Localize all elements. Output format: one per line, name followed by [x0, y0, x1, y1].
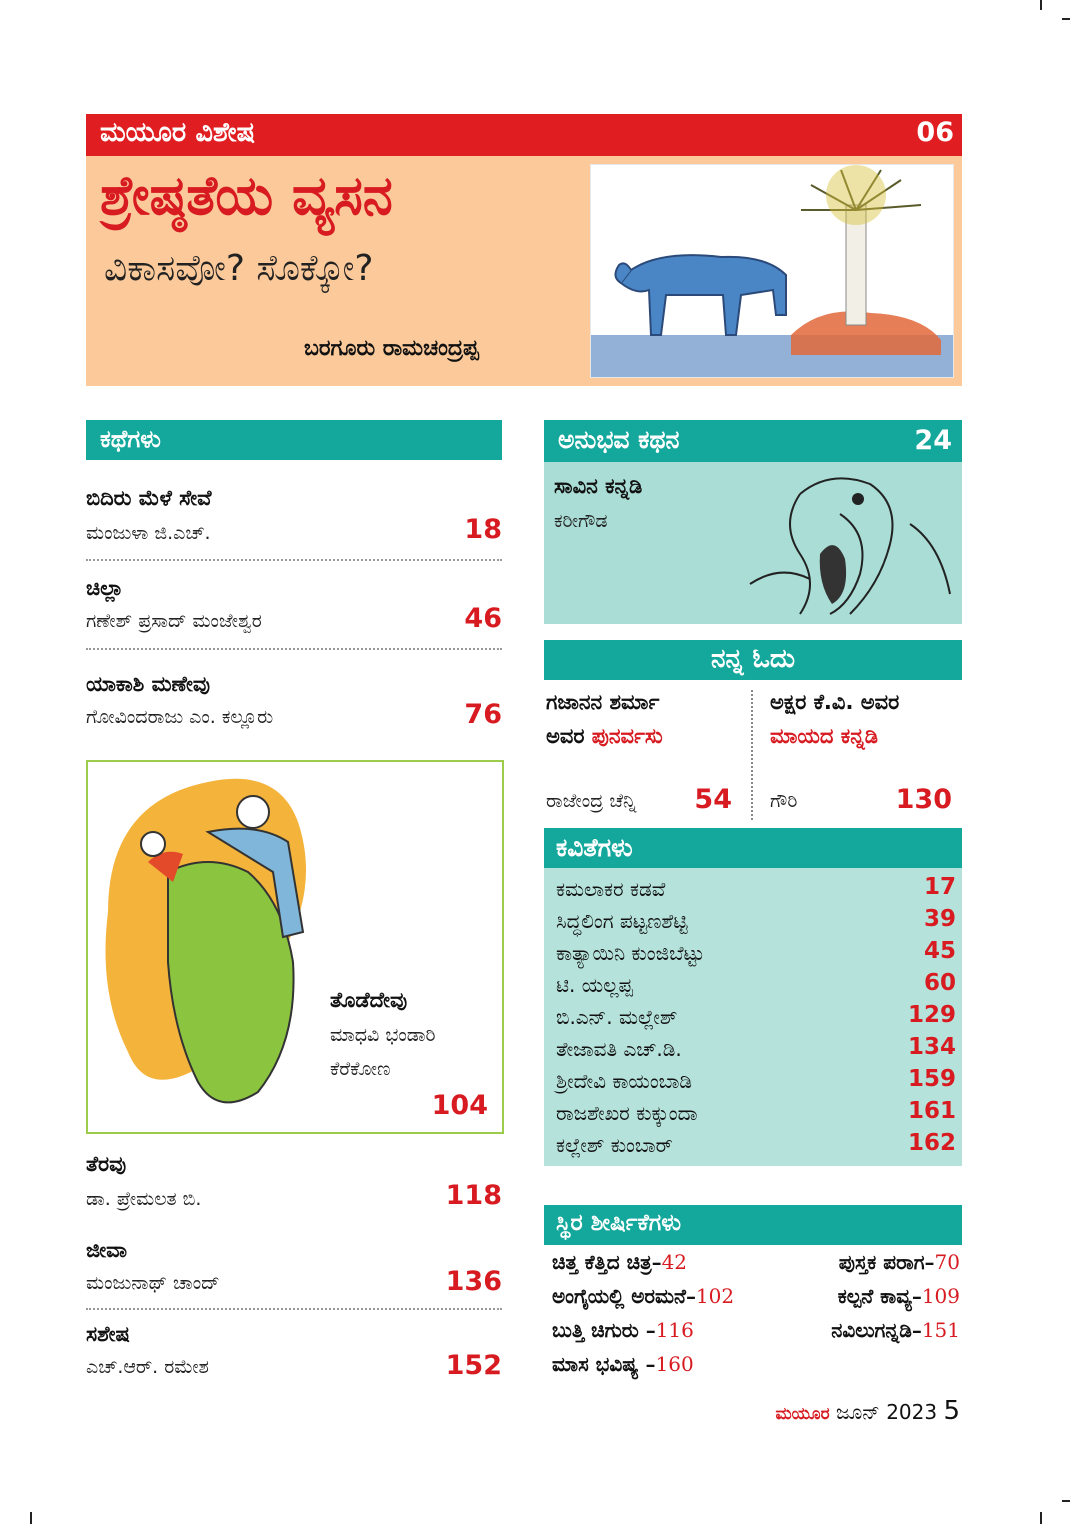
poem-author: ರಾಜಶೇಖರ ಕುಕ್ಕುಂದಾ	[556, 1101, 698, 1125]
regular-column-name: ನವಿಲುಗನ್ನಡಿ	[831, 1318, 912, 1342]
regular-column-page: 151	[921, 1318, 960, 1342]
reading-left-reviewer: ರಾಜೇಂದ್ರ ಚೆನ್ನಿ	[546, 790, 637, 812]
reading-right-page: 130	[895, 784, 952, 815]
poem-page-number: 129	[907, 1002, 956, 1028]
regular-column-item: ಚಿತ್ತ ಕೆತ್ತಿದ ಚಿತ್ರ–42	[552, 1250, 688, 1274]
footer-month: ಜೂನ್	[836, 1400, 880, 1424]
regular-column-item: ಬುತ್ತಿ ಚಿಗುರು –116	[552, 1318, 694, 1342]
story-page-number: 46	[464, 603, 502, 634]
poem-author: ತೇಜಾವತಿ ಎಚ್.ಡಿ.	[556, 1037, 682, 1061]
regular-column-page: 70	[934, 1250, 960, 1274]
feature-header-bar	[86, 114, 962, 156]
story-page-number: 76	[464, 699, 502, 730]
poem-page-number: 60	[923, 970, 956, 996]
poem-page-number: 161	[907, 1098, 956, 1124]
feature-subtitle: ವಿಕಾಸವೋ? ಸೊಕ್ಕೋ?	[104, 248, 374, 289]
poem-page-number: 45	[923, 938, 956, 964]
poem-page-number: 39	[923, 906, 956, 932]
story-title: ಯಾಕಾಶಿ ಮಣೇವು	[86, 672, 211, 696]
divider	[86, 1308, 502, 1310]
story-title: ಬಿದಿರು ಮೆಳೆ ಸೇವೆ	[86, 486, 212, 510]
regular-column-page: 116	[655, 1318, 694, 1342]
reading-left-line1: ಗಜಾನನ ಶರ್ಮಾ	[546, 690, 660, 714]
poem-author: ಸಿದ್ಧಲಿಂಗ ಪಟ್ಟಣಶೆಟ್ಟಿ	[556, 909, 688, 933]
story-title: ತೆರವು	[86, 1152, 127, 1176]
reading-left-prefix: ಅವರ	[546, 724, 585, 748]
regular-columns-header-bar	[544, 1205, 962, 1245]
story-author: ಗೋವಿಂದರಾಜು ಎಂ. ಕಲ್ಲೂರು	[86, 706, 274, 728]
regular-column-item: ಪುಸ್ತಕ ಪರಾಗ–70	[838, 1250, 960, 1274]
page-footer	[775, 1396, 960, 1426]
regular-column-name: ಬುತ್ತಿ ಚಿಗುರು	[552, 1318, 639, 1342]
regular-column-page: 160	[655, 1352, 694, 1376]
crop-mark	[1040, 0, 1042, 10]
stories-header-bar	[86, 420, 502, 460]
story-author: ಮಂಜುಳಾ ಜಿ.ಎಚ್.	[86, 522, 211, 544]
experience-panel	[544, 462, 962, 624]
poem-page-number: 162	[907, 1130, 956, 1156]
regular-column-name: ಚಿತ್ತ ಕೆತ್ತಿದ ಚಿತ್ರ	[552, 1250, 652, 1274]
regular-column-page: 109	[921, 1284, 960, 1308]
footer-brand-logo: ಮಯೂರ	[775, 1404, 830, 1424]
poems-header-bar	[544, 828, 962, 868]
experience-page-number: 24	[914, 425, 952, 456]
regular-column-name: ಪುಸ್ತಕ ಪರಾಗ	[838, 1250, 925, 1274]
poem-page-number: 134	[907, 1034, 956, 1060]
experience-header-bar	[544, 420, 962, 462]
story-author: ಗಣೇಶ್ ಪ್ರಸಾದ್ ಮಂಜೇಶ್ವರ	[86, 610, 262, 632]
reading-right-line1: ಅಕ್ಷರ ಕೆ.ವಿ. ಅವರ	[770, 690, 900, 714]
experience-title: ಸಾವಿನ ಕನ್ನಡಿ	[554, 474, 643, 498]
divider	[86, 559, 502, 561]
poems-header: ಕವಿತೆಗಳು	[556, 833, 633, 862]
crop-mark	[1062, 18, 1070, 20]
stories-header: ಕಥೆಗಳು	[100, 425, 161, 453]
footer-page-number: 5	[943, 1396, 960, 1426]
reading-right-reviewer: ಗೌರಿ	[770, 790, 798, 812]
regular-column-item: ಅಂಗೈಯಲ್ಲಿ ಅರಮನೆ–102	[552, 1284, 735, 1308]
reading-left-page: 54	[694, 784, 732, 815]
regular-column-page: 102	[695, 1284, 735, 1308]
story-title: ಜೀವಾ	[86, 1238, 128, 1262]
regular-column-name: ಕಲ್ಪನೆ ಕಾವ್ಯ	[837, 1284, 912, 1308]
story-page-number: 136	[445, 1266, 502, 1297]
story-author: ಡಾ. ಪ್ರೇಮಲತ ಬಿ.	[86, 1188, 202, 1210]
experience-header: ಅನುಭವ ಕಥನ	[558, 425, 680, 454]
feature-author: ಬರಗೂರು ರಾಮಚಂದ್ರಪ್ಪ	[304, 336, 479, 361]
reading-left-book: ಪುನರ್ವಸು	[591, 724, 663, 748]
poem-author: ಟಿ. ಯಲ್ಲಪ್ಪ	[556, 973, 633, 997]
reading-header-bar	[544, 640, 962, 680]
feature-title: ಶ್ರೇಷ್ಠತೆಯ ವ್ಯಸನ	[100, 164, 393, 227]
poem-page-number: 159	[907, 1066, 956, 1092]
poem-author: ಬಿ.ಎನ್. ಮಲ್ಲೇಶ್	[556, 1005, 678, 1029]
reading-header: ನನ್ನ ಓದು	[710, 644, 795, 674]
story-title: ಚಿಲ್ಲಾ	[86, 576, 124, 600]
story-author: ಮಂಜುನಾಥ್ ಚಾಂದ್	[86, 1272, 220, 1294]
poem-page-number: 17	[923, 874, 956, 900]
experience-illustration	[740, 464, 960, 624]
regular-column-page: 42	[661, 1250, 688, 1274]
divider	[751, 690, 753, 820]
regular-column-item: ಮಾಸ ಭವಿಷ್ಯ –160	[552, 1352, 694, 1376]
story-author: ಎಚ್.ಆರ್. ರಮೇಶ	[86, 1356, 209, 1378]
featured-story-box	[86, 760, 504, 1134]
poem-author: ಕಾತ್ಯಾಯಿನಿ ಕುಂಜಿಬೆಟ್ಟು	[556, 941, 705, 965]
feature-section-label: ಮಯೂರ ವಿಶೇಷ	[100, 117, 255, 148]
story-page-number: 118	[445, 1180, 502, 1211]
featured-story-title: ತೊಡೆದೇವು	[330, 988, 408, 1012]
regular-column-name: ಅಂಗೈಯಲ್ಲಿ ಅರಮನೆ	[552, 1284, 686, 1308]
story-page-number: 152	[445, 1350, 502, 1381]
featured-story-page-number: 104	[431, 1090, 488, 1121]
story-page-number: 18	[464, 514, 502, 545]
story-title: ಸಶೇಷ	[86, 1322, 130, 1346]
regular-column-name: ಮಾಸ ಭವಿಷ್ಯ	[552, 1352, 639, 1376]
regular-columns-header: ಸ್ಥಿರ ಶೀರ್ಷಿಕೆಗಳು	[556, 1210, 682, 1236]
feature-page-number: 06	[916, 117, 954, 148]
experience-author: ಕರೀಗೌಡ	[554, 510, 608, 532]
reading-right-book: ಮಾಯದ ಕನ್ನಡಿ	[770, 724, 878, 748]
regular-column-item: ಕಲ್ಪನೆ ಕಾವ್ಯ–109	[837, 1284, 960, 1308]
poem-author: ಕಮಲಾಕರ ಕಡವೆ	[556, 877, 666, 901]
featured-story-author: ಮಾಧವಿ ಭಂಡಾರಿ	[330, 1024, 436, 1046]
crop-mark	[1040, 1512, 1042, 1524]
footer-year: 2023	[886, 1400, 938, 1424]
divider	[86, 648, 502, 650]
poem-author: ಕಲ್ಲೇಶ್ ಕುಂಬಾರ್	[556, 1133, 673, 1157]
reading-left-line2	[546, 724, 663, 749]
featured-story-author-place: ಕೆರೆಕೋಣ	[330, 1058, 391, 1080]
crop-mark	[1062, 1500, 1070, 1502]
crop-mark	[30, 1512, 32, 1524]
poem-author: ಶ್ರೀದೇವಿ ಕಾಯಂಬಾಡಿ	[556, 1069, 692, 1093]
feature-illustration-cow-tree	[590, 164, 954, 378]
regular-column-item: ನವಿಲುಗನ್ನಡಿ–151	[831, 1318, 960, 1342]
